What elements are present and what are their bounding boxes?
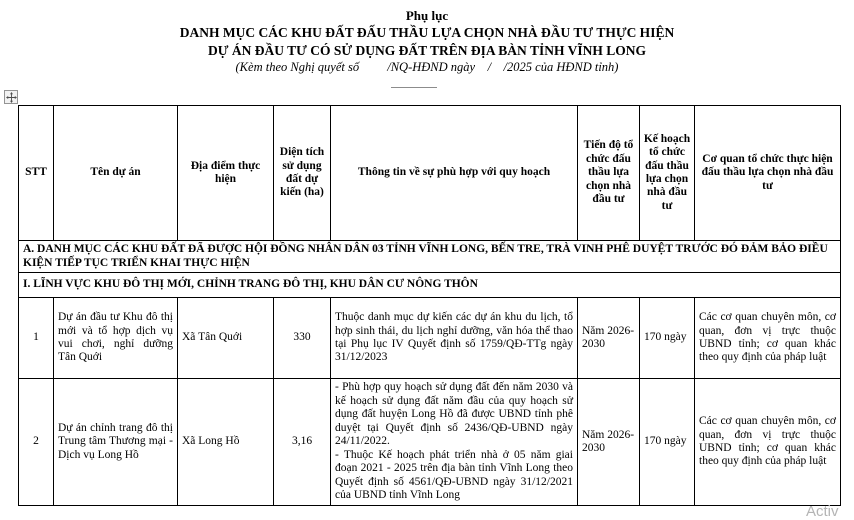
col-header-co-quan: Cơ quan tổ chức thực hiện đấu thầu lựa chọn nhà đầu tư xyxy=(695,106,841,241)
cell-ten-du-an: Dự án đầu tư Khu đô thị mới và tổ hợp dịch vụ vui chơi, nghỉ dưỡng Tân Quới xyxy=(54,298,178,379)
cell-dien-tich: 3,16 xyxy=(274,379,331,506)
land-plots-table xyxy=(18,105,841,506)
cell-tien-do: Năm 2026-2030 xyxy=(578,379,640,506)
cell-thong-tin: Thuộc danh mục dự kiến các dự án khu du lịch, tổ hợp sinh thái, du lịch nghỉ dưỡng, văn hóa thể thao tại Phụ lục IV Quyết định số 1759/QĐ-TTg ngày 31/12/2023 xyxy=(331,298,578,379)
cell-ke-hoach: 170 ngày xyxy=(640,379,695,506)
document-title-block xyxy=(0,8,854,75)
cell-ten-du-an: Dự án chỉnh trang đô thị Trung tâm Thương mại - Dịch vụ Long Hồ xyxy=(54,379,178,506)
cell-dien-tich: 330 xyxy=(274,298,331,379)
appendix-label: Phụ lục xyxy=(405,8,449,23)
table-row xyxy=(19,379,841,506)
cell-tien-do: Năm 2026-2030 xyxy=(578,298,640,379)
cell-stt: 2 xyxy=(19,379,54,506)
cell-dia-diem: Xã Long Hồ xyxy=(178,379,274,506)
four-direction-move-icon xyxy=(6,92,17,103)
col-header-dia-diem: Địa điểm thực hiện xyxy=(178,106,274,241)
cell-thong-tin: - Phù hợp quy hoạch sử dụng đất đến năm 2030 và kế hoạch sử dụng đất năm đầu của quy hoạch sử dụng đất huyện Long Hồ đã được UBND tỉnh phê duyệt tại Quyết định số 2436/QĐ-UBND ngày 24/11/2022. - Thuộc Kế hoạch phát triển nhà ở 05 năm giai đoạn 2021 - 2025 trên địa bàn tỉnh Vĩnh Long theo Quyết định số 4561/QĐ-UBND ngày 31/12/2021 của UBND tỉnh Vĩnh Long xyxy=(331,379,578,506)
title-separator-line xyxy=(391,87,437,88)
cell-dia-diem: Xã Tân Quới xyxy=(178,298,274,379)
section-i-label: I. LĨNH VỰC KHU ĐÔ THỊ MỚI, CHỈNH TRANG ĐÔ THỊ, KHU DÂN CƯ NÔNG THÔN xyxy=(19,273,841,298)
col-header-dien-tich: Diện tích sử dụng đất dự kiến (ha) xyxy=(274,106,331,241)
activate-watermark: Activ xyxy=(806,503,839,520)
col-header-thong-tin-quy-hoach: Thông tin về sự phù hợp với quy hoạch xyxy=(331,106,578,241)
col-header-stt: STT xyxy=(19,106,54,241)
col-header-ke-hoach: Kế hoạch tổ chức đấu thầu lựa chọn nhà đầu tư xyxy=(640,106,695,241)
cell-stt: 1 xyxy=(19,298,54,379)
doc-title-line1: DANH MỤC CÁC KHU ĐẤT ĐẤU THẦU LỰA CHỌN NHÀ ĐẦU TƯ THỰC HIỆN xyxy=(179,25,675,40)
cell-co-quan: Các cơ quan chuyên môn, cơ quan, đơn vị trực thuộc UBND tỉnh; cơ quan khác theo quy định của pháp luật xyxy=(695,298,841,379)
section-row-i xyxy=(19,273,841,298)
section-a-label: A. DANH MỤC CÁC KHU ĐẤT ĐÃ ĐƯỢC HỘI ĐỒNG NHÂN DÂN 03 TỈNH VĨNH LONG, BẾN TRE, TRÀ VINH PHÊ DUYỆT TRƯỚC ĐÓ ĐẢM BẢO ĐIỀU KIỆN TIẾP TỤC TRIỂN KHAI THỰC HIỆN xyxy=(19,241,841,273)
cell-ke-hoach: 170 ngày xyxy=(640,298,695,379)
table-header-row xyxy=(19,106,841,241)
cell-co-quan: Các cơ quan chuyên môn, cơ quan, đơn vị trực thuộc UBND tỉnh; cơ quan khác theo quy định của pháp luật xyxy=(695,379,841,506)
table-row xyxy=(19,298,841,379)
doc-subtitle: (Kèm theo Nghị quyết số /NQ-HĐND ngày / /2025 của HĐND tỉnh) xyxy=(235,60,619,75)
col-header-tien-do: Tiến độ tổ chức đấu thầu lựa chọn nhà đầu tư xyxy=(578,106,640,241)
table-move-handle[interactable] xyxy=(4,90,18,104)
section-row-a xyxy=(19,241,841,273)
doc-title-line2: DỰ ÁN ĐẦU TƯ CÓ SỬ DỤNG ĐẤT TRÊN ĐỊA BÀN TỈNH VĨNH LONG xyxy=(208,42,646,58)
col-header-ten-du-an: Tên dự án xyxy=(54,106,178,241)
